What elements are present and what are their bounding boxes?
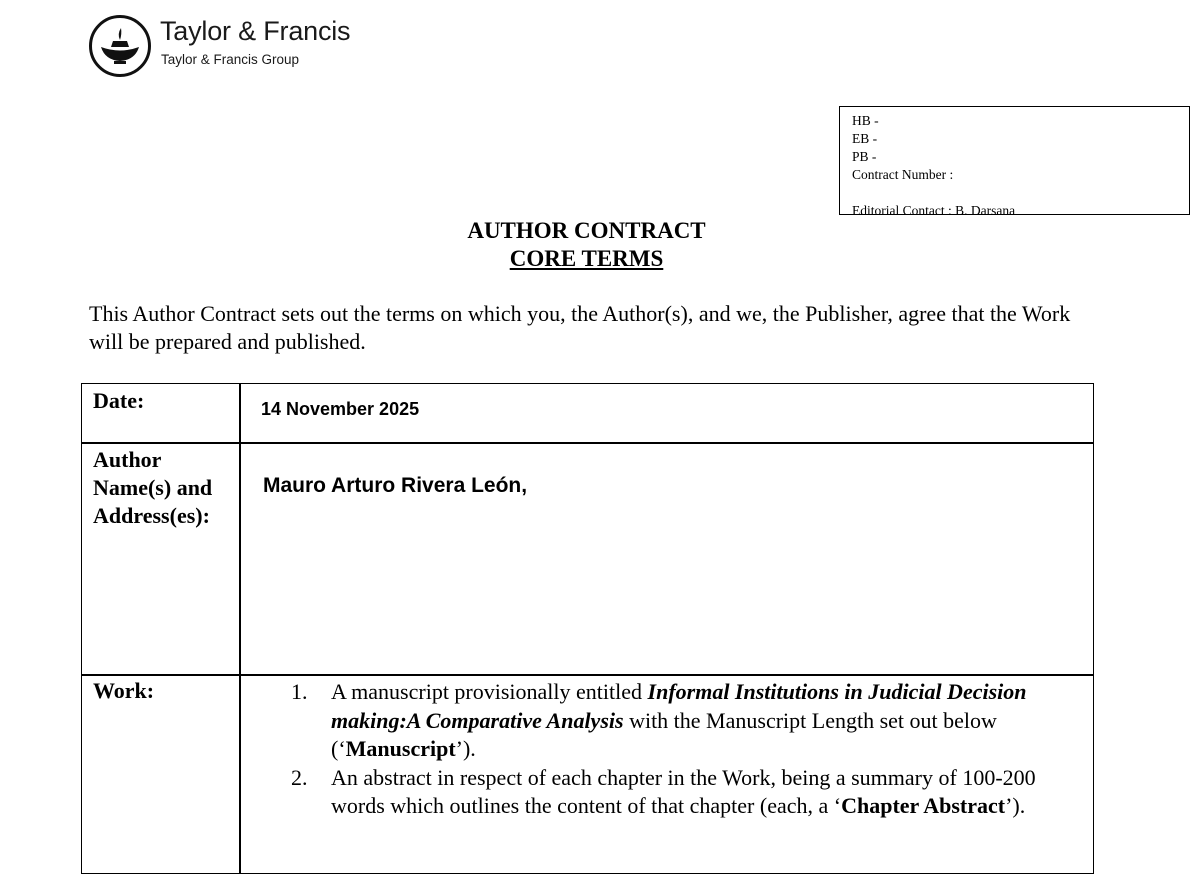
defined-term-chapter-abstract: Chapter Abstract <box>841 793 1006 818</box>
contract-number-line: Contract Number : <box>852 167 954 182</box>
defined-term-manuscript: Manuscript <box>345 736 456 761</box>
work-item-1: 1. A manuscript provisionally entitled Informal Institutions in Judicial Decision making:A Comparative Analysis with the Manuscript Length set out below (‘Manuscript’). <box>291 679 1027 761</box>
date-value: 14 November 2025 <box>261 399 420 419</box>
editorial-contact-line: Editorial Contact : B. Darsana <box>852 203 1016 218</box>
intro-paragraph: This Author Contract sets out the terms on which you, the Author(s), and we, the Publisher, agree that the Work will be prepared and published. <box>89 301 1071 354</box>
publisher-name: Taylor & Francis <box>160 16 351 46</box>
author-label-line-1: Author <box>93 447 162 472</box>
author-name-value: Mauro Arturo Rivera León, <box>263 474 528 497</box>
work-title: Informal Institutions in Judicial Decision making:A Comparative Analysis <box>331 679 1027 733</box>
date-label: Date: <box>93 388 145 413</box>
hb-line: HB - <box>852 113 879 128</box>
contract-info-box <box>839 106 1190 218</box>
pb-line: PB - <box>852 149 877 164</box>
work-label: Work: <box>93 678 155 703</box>
eb-line: EB - <box>852 131 878 146</box>
taylor-francis-lamp-logo-icon <box>88 14 152 78</box>
work-items-list <box>291 678 1081 821</box>
work-item-number: 2. <box>291 764 308 790</box>
work-item-2: 2. An abstract in respect of each chapter in the Work, being a summary of 100-200 words which outlines the content of that chapter (each, a ‘Chapter Abstract’). <box>291 764 1036 818</box>
document-subtitle: CORE TERMS <box>509 246 664 271</box>
document-title: AUTHOR CONTRACT <box>467 218 706 243</box>
author-label-line-2: Name(s) and <box>93 475 213 500</box>
author-label-line-3: Address(es): <box>93 503 210 528</box>
work-item-number: 1. <box>291 679 308 704</box>
publisher-group: Taylor & Francis Group <box>161 52 300 67</box>
